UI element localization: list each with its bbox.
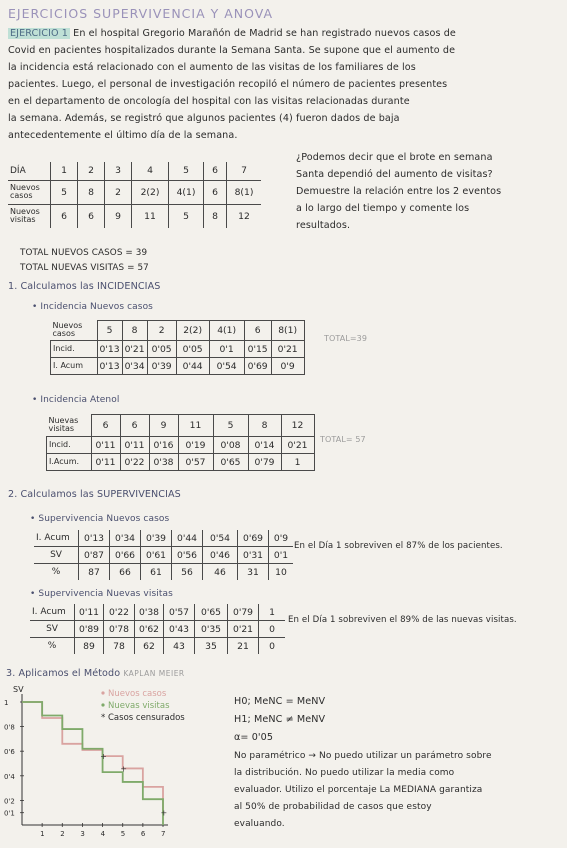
legend-censored: Casos censurados (108, 713, 185, 723)
table-cell: 2(2) (132, 180, 169, 204)
table-cell: 2 (78, 162, 105, 180)
table-cell: 56 (172, 564, 203, 581)
table-cell: 12 (227, 204, 262, 228)
table-cell: 1 (259, 604, 286, 621)
exercise-text-1: En el hospital Gregorio Marañón de Madrid se han registrado nuevos casos de (73, 28, 456, 39)
hypothesis-h0: H0; MeNC = MeNV (234, 696, 326, 707)
row-header: % (34, 564, 79, 581)
row-header: Incid. (51, 341, 98, 358)
question-line-1: ¿Podemos decir que el brote en semana (296, 152, 493, 163)
section1-sub2: • Incidencia Atenol (32, 395, 120, 405)
method-text-2: la distribución. No puedo utilizar la media como (234, 768, 455, 778)
table-cell: 0'44 (176, 358, 209, 375)
table-cell: 62 (135, 638, 164, 655)
table-cell: 4(1) (169, 180, 204, 204)
table-cell: 11 (132, 204, 169, 228)
row-header-nuevos-visitas: Nuevos visitas (8, 204, 51, 228)
table-cell: 0'38 (135, 604, 164, 621)
table-cell: 0'13 (97, 341, 122, 358)
table-cell: 0'61 (141, 547, 172, 564)
survival-visits-table (30, 604, 285, 654)
data-table (8, 162, 261, 228)
section2-sub2-label: Supervivencia Nuevas visitas (38, 589, 173, 599)
table-cell: 0'22 (120, 454, 149, 471)
exercise-line-1 (8, 28, 456, 40)
section1-sub1-label: Incidencia Nuevos casos (40, 302, 153, 312)
question-line-3: Demuestre la relación entre los 2 eventos (296, 186, 502, 197)
table-cell: 0'65 (213, 454, 248, 471)
table-cell: 0'56 (172, 547, 203, 564)
x-tick-label: 3 (80, 830, 85, 838)
table-cell: 43 (164, 638, 195, 655)
table-cell: 8(1) (227, 180, 262, 204)
note-survival-cases: En el Día 1 sobreviven el 87% de los pacientes. (294, 541, 503, 551)
table-cell: 1 (51, 162, 78, 180)
table-cell: 0'54 (203, 530, 238, 547)
y-tick-label: 0'6 (4, 748, 15, 757)
table-cell: 0 (259, 638, 286, 655)
table-cell: 0'34 (110, 530, 141, 547)
table-cell: 6 (78, 204, 105, 228)
table-cell: 0'1 (209, 341, 244, 358)
table-cell: 0'11 (91, 437, 120, 454)
legend-censor-star-icon: * (101, 713, 106, 723)
table-cell: 0'39 (141, 530, 172, 547)
total-57-label: TOTAL= 57 (320, 435, 366, 444)
table-cell: 8(1) (271, 321, 304, 341)
table-cell: 46 (203, 564, 238, 581)
table-cell: 0'21 (122, 341, 147, 358)
y-tick-label: 0'1 (4, 809, 15, 818)
table-cell: 66 (110, 564, 141, 581)
row-header: I.Acum. (47, 454, 92, 471)
table-cell: 0'1 (269, 547, 294, 564)
table-cell: 2 (105, 180, 132, 204)
question-line-2: Santa dependió del aumento de visitas? (296, 169, 493, 180)
table-cell: 0'69 (244, 358, 271, 375)
table-cell: 0'13 (79, 530, 110, 547)
exercise-text-5: en el departamento de oncología del hospital con las visitas relacionadas durante (8, 96, 410, 107)
row-header: Nuevos casos (51, 321, 98, 341)
legend-dot-cases (101, 691, 104, 694)
incidence-visits-table (46, 414, 315, 471)
method-text-5: evaluando. (234, 819, 285, 829)
y-tick-label: 1 (4, 699, 9, 707)
table-cell: 78 (104, 638, 135, 655)
table-cell: 0'69 (238, 530, 269, 547)
kaplan-meier-chart (0, 680, 235, 840)
table-cell: 5 (213, 415, 248, 437)
censor-mark: + (100, 752, 107, 762)
table-cell: 35 (195, 638, 228, 655)
method-name: KAPLAN MEIER (123, 669, 185, 678)
table-cell: 89 (75, 638, 104, 655)
table-cell: 5 (169, 162, 204, 180)
section2-sub1: • Supervivencia Nuevos casos (30, 514, 170, 524)
table-cell: 12 (281, 415, 314, 437)
chart-legend (101, 689, 185, 723)
row-header: Nuevas visitas (47, 415, 92, 437)
exercise-text-7: antecedentemente el último día de la semana. (8, 130, 238, 141)
row-header-dia: DÍA (8, 162, 51, 180)
x-tick-label: 5 (120, 830, 126, 838)
section2-sub2: • Supervivencia Nuevas visitas (30, 589, 173, 599)
table-cell: 6 (120, 415, 149, 437)
table-cell: 61 (141, 564, 172, 581)
row-header: I. Acum (34, 530, 79, 547)
table-cell: 0'9 (269, 530, 294, 547)
table-cell: 0'15 (244, 341, 271, 358)
total-cases: TOTAL NUEVOS CASOS = 39 (20, 248, 148, 258)
table-cell: 8 (122, 321, 147, 341)
table-cell: 0'79 (228, 604, 259, 621)
table-cell: 0'79 (248, 454, 281, 471)
x-tick-label: 4 (100, 830, 106, 838)
table-cell: 9 (105, 204, 132, 228)
table-cell: 0'19 (178, 437, 213, 454)
exercise-text-4: pacientes. Luego, el personal de investigación recopiló el número de pacientes presentes (8, 79, 448, 90)
table-cell: 0'46 (203, 547, 238, 564)
table-cell: 5 (169, 204, 204, 228)
y-tick-label: 0'2 (4, 797, 15, 806)
section2-sub1-label: Supervivencia Nuevos casos (38, 514, 170, 524)
table-cell: 0'66 (110, 547, 141, 564)
table-cell: 0'89 (75, 621, 104, 638)
legend-visits: Nuevas visitas (108, 701, 170, 711)
row-header: I. Acum (51, 358, 98, 375)
table-cell: 6 (244, 321, 271, 341)
table-cell: 0'05 (176, 341, 209, 358)
table-cell: 0'57 (178, 454, 213, 471)
exercise-text-3: la incidencia está relacionado con el aumento de las visitas de los familiares de los (8, 62, 416, 73)
table-cell: 8 (78, 180, 105, 204)
table-cell: 2 (147, 321, 176, 341)
table-cell: 1 (281, 454, 314, 471)
exercise-text-6: la semana. Además, se registró que algunos pacientes (4) fueron dados de baja (8, 113, 400, 124)
row-header-nuevos-casos: Nuevos casos (8, 180, 51, 204)
censor-mark: + (120, 764, 127, 774)
table-cell: 0'31 (238, 547, 269, 564)
table-cell: 6 (204, 180, 227, 204)
censor-marks (100, 752, 167, 818)
table-cell: 5 (97, 321, 122, 341)
table-cell: 0'14 (248, 437, 281, 454)
table-cell: 0'21 (271, 341, 304, 358)
table-cell: 0'16 (149, 437, 178, 454)
total-39-label: TOTAL=39 (324, 334, 368, 343)
table-cell: 0'43 (164, 621, 195, 638)
table-cell: 6 (204, 162, 227, 180)
table-cell: 0'78 (104, 621, 135, 638)
legend-cases: Nuevos casos (108, 689, 167, 699)
row-header: Incid. (47, 437, 92, 454)
table-cell: 0'11 (75, 604, 104, 621)
alpha: α= 0'05 (234, 732, 274, 743)
table-cell: 0'57 (164, 604, 195, 621)
table-cell: 87 (79, 564, 110, 581)
table-cell: 21 (228, 638, 259, 655)
table-cell: 0'21 (281, 437, 314, 454)
x-tick-label: 7 (161, 830, 166, 838)
y-tick-label: 0'8 (4, 723, 15, 732)
table-cell: 0'08 (213, 437, 248, 454)
section1-sub1: • Incidencia Nuevos casos (32, 302, 153, 312)
row-header: % (30, 638, 75, 655)
table-cell: 6 (51, 204, 78, 228)
table-cell: 0'65 (195, 604, 228, 621)
table-cell: 2(2) (176, 321, 209, 341)
table-cell: 0'34 (122, 358, 147, 375)
page-title: EJERCICIOS SUPERVIVENCIA Y ANOVA (8, 6, 274, 21)
table-cell: 0'54 (209, 358, 244, 375)
section2-title: 2. Calculamos las SUPERVIVENCIAS (8, 489, 181, 500)
table-cell: 0'11 (120, 437, 149, 454)
table-cell: 0 (259, 621, 286, 638)
table-cell: 0'13 (97, 358, 122, 375)
section3-title (6, 668, 185, 680)
table-cell: 4 (132, 162, 169, 180)
table-cell: 9 (149, 415, 178, 437)
table-cell: 6 (91, 415, 120, 437)
incidence-cases-table (50, 320, 305, 375)
method-text-3: evaluador. Utilizo el porcentaje La MEDIANA garantiza (234, 785, 483, 795)
exercise-label: EJERCICIO 1 (10, 28, 69, 39)
censor-mark: + (160, 808, 168, 818)
table-cell: 0'05 (147, 341, 176, 358)
table-cell: 3 (105, 162, 132, 180)
section3-title-text: 3. Aplicamos el Método (6, 668, 121, 679)
note-survival-visits: En el Día 1 sobreviven el 89% de las nuevas visitas. (288, 615, 517, 625)
table-cell: 0'44 (172, 530, 203, 547)
y-axis-label: SV (13, 685, 24, 694)
table-cell: 0'62 (135, 621, 164, 638)
table-cell: 4(1) (209, 321, 244, 341)
question-line-4: a lo largo del tiempo y comente los (296, 203, 470, 214)
table-cell: 8 (204, 204, 227, 228)
row-header: SV (34, 547, 79, 564)
table-cell: 10 (269, 564, 294, 581)
table-cell: 0'87 (79, 547, 110, 564)
table-cell: 0'35 (195, 621, 228, 638)
table-cell: 0'38 (149, 454, 178, 471)
table-cell: 8 (248, 415, 281, 437)
question-line-5: resultados. (296, 220, 351, 231)
table-cell: 5 (51, 180, 78, 204)
table-cell: 7 (227, 162, 262, 180)
y-tick-label: 0'4 (4, 772, 15, 781)
row-header: I. Acum (30, 604, 75, 621)
table-cell: 0'11 (91, 454, 120, 471)
survival-cases-table (34, 530, 293, 580)
table-cell: 0'21 (228, 621, 259, 638)
y-tick-labels (4, 699, 24, 818)
section1-title: 1. Calculamos las INCIDENCIAS (8, 281, 161, 292)
table-cell: 0'39 (147, 358, 176, 375)
table-cell: 31 (238, 564, 269, 581)
hypothesis-h1: H1; MeNC ≠ MeNV (234, 714, 326, 725)
legend-dot-visits (101, 703, 104, 706)
table-cell: 0'22 (104, 604, 135, 621)
x-tick-label: 2 (60, 830, 65, 838)
section1-sub2-label: Incidencia Atenol (40, 395, 120, 405)
row-header: SV (30, 621, 75, 638)
exercise-text-2: Covid en pacientes hospitalizados durante la Semana Santa. Se supone que el aumento de (8, 45, 456, 56)
method-text-4: al 50% de probabilidad de casos que estoy (234, 802, 432, 812)
table-cell: 0'9 (271, 358, 304, 375)
x-tick-label: 1 (40, 830, 45, 838)
x-tick-label: 6 (140, 830, 146, 838)
table-cell: 11 (178, 415, 213, 437)
total-visits: TOTAL NUEVAS VISITAS = 57 (20, 263, 149, 273)
method-text-1: No paramétrico → No puedo utilizar un parámetro sobre (234, 751, 492, 761)
